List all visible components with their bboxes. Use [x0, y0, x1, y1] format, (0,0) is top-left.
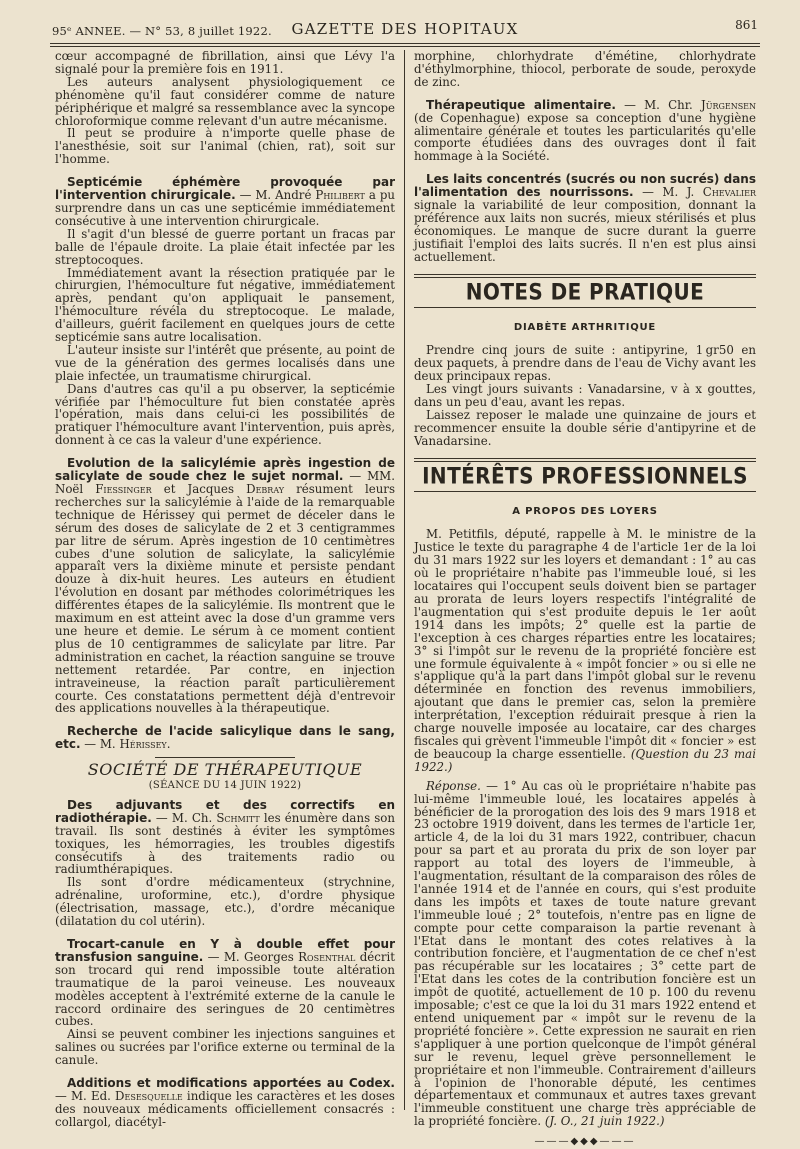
society-title: SOCIÉTÉ DE THÉRAPEUTIQUE	[87, 760, 363, 780]
paragraph: Immédiatement avant la résection pratiquée par le chirurgien, l'hémoculture fut négative, immédiatement après, pendant qu'on appliquait le pansement, l'hémoculture révéla du streptocoque. Le malade, d'ailleurs, guérit facilement en quelques jours de cette septicémie sans autre localisation.	[55, 265, 395, 345]
notes-banner: NOTES DE PRATIQUE	[465, 278, 705, 305]
question-reference: (Question du 23 mai 1922.)	[414, 746, 756, 774]
interets-subheading: A PROPOS DES LOYERS	[512, 505, 658, 517]
article-heading: Evolution de la salicylémie après ingestion de salicylate de soude chez le sujet normal.	[55, 456, 395, 484]
section-rule	[155, 757, 295, 758]
fleuron-ornament: ———◆◆◆———	[534, 1136, 636, 1148]
paragraph: L'auteur insiste sur l'intérêt que présente, au point de vue de la génération des germes localisés dans une plaie infectée, un traumatisme chirurgical.	[55, 342, 395, 383]
paragraph: Il peut se produire à n'importe quelle phase de l'anesthésie, soit sur l'animal (chien, rat), soit sur l'homme.	[55, 126, 395, 167]
author-name: Schmitt	[216, 810, 260, 825]
article-heading: Trocart-canule en Y à double effet pour transfusion sanguine.	[55, 937, 395, 964]
notes-subheading: DIABÈTE ARTHRITIQUE	[513, 321, 657, 333]
article-salicylemie: Evolution de la salicylémie après ingestion de salicylate de soude chez le sujet normal. — MM. Noël Fiessinger et Jacques Debray résument leurs recherches sur la salicylémie à l'aide de la remarquable technique de Hérissey qui permet de déceler dans le sérum des doses de salicylate de 2 et 3 centigrammes par litre de sérum. Après ingestion de 10 centimètres cubes d'une solution de salicylate, la salicylémie apparaît vers la dixième minute et persiste pendant douze à dix-huit heures. Les auteurs en étudient l'évolution en dosant par méthodes colorimétriques les différentes étapes de la salicylémie. Ils montrent que le maximum en est atteint avec la dose d'un gramme vers une heure et demie. Le sérum à ce moment contient plus de 10 centigrammes de salicylate par litre. Par administration en cachet, la réaction sanguine se trouve nettement retardée. Par contre, en injection intraveineuse, la réaction paraît particulièrement courte. Ces constatations permettent déjà d'entrevoir des applications nouvelles à la thérapeutique.	[55, 456, 396, 716]
paragraph: Les vingt jours suivants : Vanadarsine, v à x gouttes, dans un peu d'eau, avant les repas.	[414, 382, 756, 410]
article-heading: Recherche de l'acide salicylique dans le sang, etc.	[55, 724, 395, 752]
answer-label: Réponse.	[426, 778, 481, 793]
paragraph: Laissez reposer le malade une quinzaine de jours et recommencer ensuite la double série d'antipyrine et de Vanadarsine.	[414, 407, 756, 448]
author-name: Jürgensen	[700, 97, 757, 112]
issue-info: 95ᵉ ANNEE. — N° 53, 8 juillet 1922.	[52, 24, 272, 38]
paragraph: Ils sont d'ordre médicamenteux (strychnine, adrénaline, uroformine, etc.), d'ordre physique (électrisation, massage, etc.), d'ordre mécanique (dilatation du col utérin).	[55, 875, 395, 929]
paragraph: Il s'agit d'un blessé de guerre portant un fracas par balle de l'épaule droite. La plaie était infectée par les streptocoques.	[55, 226, 395, 267]
column-divider	[404, 50, 405, 1110]
question-paragraph: M. Petitfils, député, rappelle à M. le ministre de la Justice le texte du paragraphe 4 de l'article 1er de la loi du 31 mars 1922 sur les loyers et demandant : 1° au cas où le propriétaire n'habite pas l'immeuble loué, si les locataires qui l'occupent seuls doivent bien se partager au prorata de leurs loyers respectifs l'intégralité de l'augmentation qui s'est produite depuis le 1er août 1914 dans les impôts; 2° quelle est la partie de l'exception à ces charges réparties entre les locataires; 3° si l'impôt sur le revenu de la propriété foncière est une formule équivalente à « impôt foncier » ou si elle ne s'applique qu'à la part dans l'impôt global sur le revenu déterminée en fonction des revenus immobiliers, ajoutant que dans le premier cas, selon la première interprétation, l'exception réduirait presque à rien la charge nouvelle imposée au locataire, car des charges fiscales qui grèvent l'immeuble l'impôt dit « foncier » est de beaucoup la charge essentielle. (Question du 23 mai 1922.)	[414, 527, 756, 774]
interets-banner: INTÉRÊTS PROFESSIONNELS	[422, 462, 748, 489]
paragraph: morphine, chlorhydrate d'émétine, chlorhydrate d'éthylmorphine, thiocol, perborate de soude, peroxyde de zinc.	[414, 49, 756, 89]
article-radiotherapie: Des adjuvants et des correctifs en radiothérapie. — M. Ch. Schmitt les énumère dans son travail. Ils sont destinés à éviter les symptômes toxiques, les hémorragies, les troubles digestifs consécutifs à des traitements radio ou radiumthérapiques.	[55, 797, 396, 877]
answer-paragraph: Réponse. — 1° Au cas où le propriétaire n'habite pas lui-même l'immeuble loué, les locataires appelés à bénéficier de la prorogation des lois des 9 mars 1918 et 23 octobre 1919 doivent, dans les termes de l'article 1er, article 4, de la loi du 31 mars 1922, contribuer, chacun pour sa part et au prorata du prix de son loyer par rapport au total des loyers de l'immeuble, à l'augmentation, résultant de la comparaison des rôles de l'année 1914 et de l'année en cours, qui s'est produite dans les impôts et taxes de toute nature grevant l'immeuble loué ; 2° toutefois, n'entre pas en ligne de compte pour cette comparaison la partie revenant à l'Etat dans le montant des cotes relatives à la contribution foncière, et l'augmentation de ce chef n'est pas récupérable sur les locataires ; 3° cette part de l'Etat dans les cotes de la contribution foncière est un impôt de quotité, actuellement de 10 p. 100 du revenu imposable; c'est ce que la loi du 31 mars 1922 entend et entend uniquement par « impôt sur le revenu de la propriété foncière ». Cette expression ne saurait en rien s'appliquer à une portion quelconque de l'impôt général sur le revenu, lequel grève personnellement le propriétaire et non l'immeuble. Contrairement d'ailleurs à l'opinion de l'honorable député, les centimes départementaux et communaux et autres taxes grevant l'immeuble constituent une charge très appréciable de la propriété foncière. (J. O., 21 juin 1922.)	[414, 778, 756, 1129]
paragraph: Les auteurs analysent physiologiquement ce phénomène qu'il faut considérer comme de nature périphérique et malgré sa ressemblance avec la syncope chloroformique comme relevant d'un autre mécanisme.	[55, 74, 395, 128]
paragraph: Dans d'autres cas qu'il a pu observer, la septicémie vérifiée par l'hémoculture fut bien constatée après l'opération, mais dans celui-ci les possibilités de pratiquer l'hémoculture avant l'intervention, puis après, donnent à ce cas la valeur d'une expérience.	[55, 381, 395, 448]
author-name: Rosenthal	[298, 949, 356, 964]
article-septicemie: Septicémie éphémère provoquée par l'intervention chirurgicale. — M. André Philibert a pu surprendre dans un cas une septicémie immédiatement consécutive à une intervention chirurgicale.	[55, 175, 395, 228]
author-name: Philibert	[315, 188, 365, 203]
article-heading: Des adjuvants et des correctifs en radiothérapie.	[55, 797, 395, 825]
article-heading: Thérapeutique alimentaire.	[426, 97, 616, 112]
header-rule	[50, 43, 760, 44]
author-name: Debray	[246, 482, 285, 496]
author-name: Desesquelle	[115, 1088, 183, 1103]
article-heading: Septicémie éphémère provoquée par l'intervention chirurgicale.	[55, 175, 395, 203]
journal-title: GAZETTE DES HOPITAUX	[291, 20, 519, 38]
article-trocart: Trocart-canule en Y à double effet pour transfusion sanguine. — M. Georges Rosenthal décrit son trocard qui rend impossible toute altération traumatique de la paroi veineuse. Les nouveaux modèles acceptent à l'extrémité externe de la canule le raccord ordinaire des seringues de 20 centimètres cubes.	[55, 937, 395, 1029]
article-laits-concentres: Les laits concentrés (sucrés ou non sucrés) dans l'alimentation des nourrissons. — M. J. Chevalier signale la variabilité de leur composition, donnant la préférence aux laits non sucrés, mieux stérilisés et plus économiques. Le manque de sucre durant la guerre justifiait l'emploi des laits sucrés. Il n'en est plus ainsi actuellement.	[414, 172, 756, 264]
paragraph: Ainsi se peuvent combiner les injections sanguines et salines ou sucrées par l'orifice externe ou terminal de la canule.	[55, 1027, 395, 1068]
article-therapeutique-alimentaire: Thérapeutique alimentaire. — M. Chr. Jürgensen (de Copenhague) expose sa conception d'une hygiène alimentaire générale et toutes les particularités qu'elle comporte étudiées dans des ouvrages dont il fait hommage à la Société.	[414, 97, 757, 164]
paragraph: cœur accompagné de fibrillation, ainsi que Lévy l'a signalé pour la première fois en 1911.	[55, 49, 395, 76]
article-acide-salicylique: Recherche de l'acide salicylique dans le sang, etc. — M. Hérissey.	[55, 724, 395, 752]
article-heading: Les laits concentrés (sucrés ou non sucrés) dans l'alimentation des nourrissons.	[414, 172, 756, 200]
header-rule-secondary	[50, 46, 760, 47]
paragraph: Prendre cinq jours de suite : antipyrine, 1 gr50 en deux paquets, à prendre dans de l'eau de Vichy avant les deux principaux repas.	[414, 343, 756, 384]
left-column	[55, 49, 396, 1129]
running-head	[52, 16, 758, 42]
right-column	[414, 49, 757, 1148]
session-date: (SÉANCE DU 14 JUIN 1922)	[148, 780, 302, 792]
author-name: Chevalier	[702, 185, 756, 200]
article-heading: Additions et modifications apportées au Codex.	[67, 1076, 395, 1091]
author-name: Hérissey.	[119, 737, 171, 752]
answer-reference: (J. O., 21 juin 1922.)	[544, 1114, 665, 1129]
article-codex: Additions et modifications apportées au Codex. — M. Ed. Desesquelle indique les caractères et les doses des nouveaux médicaments officiellement consacrés : collargol, diacétyl-	[55, 1076, 395, 1129]
author-name: Fiessinger	[95, 482, 152, 496]
page-number: 861	[735, 18, 758, 32]
